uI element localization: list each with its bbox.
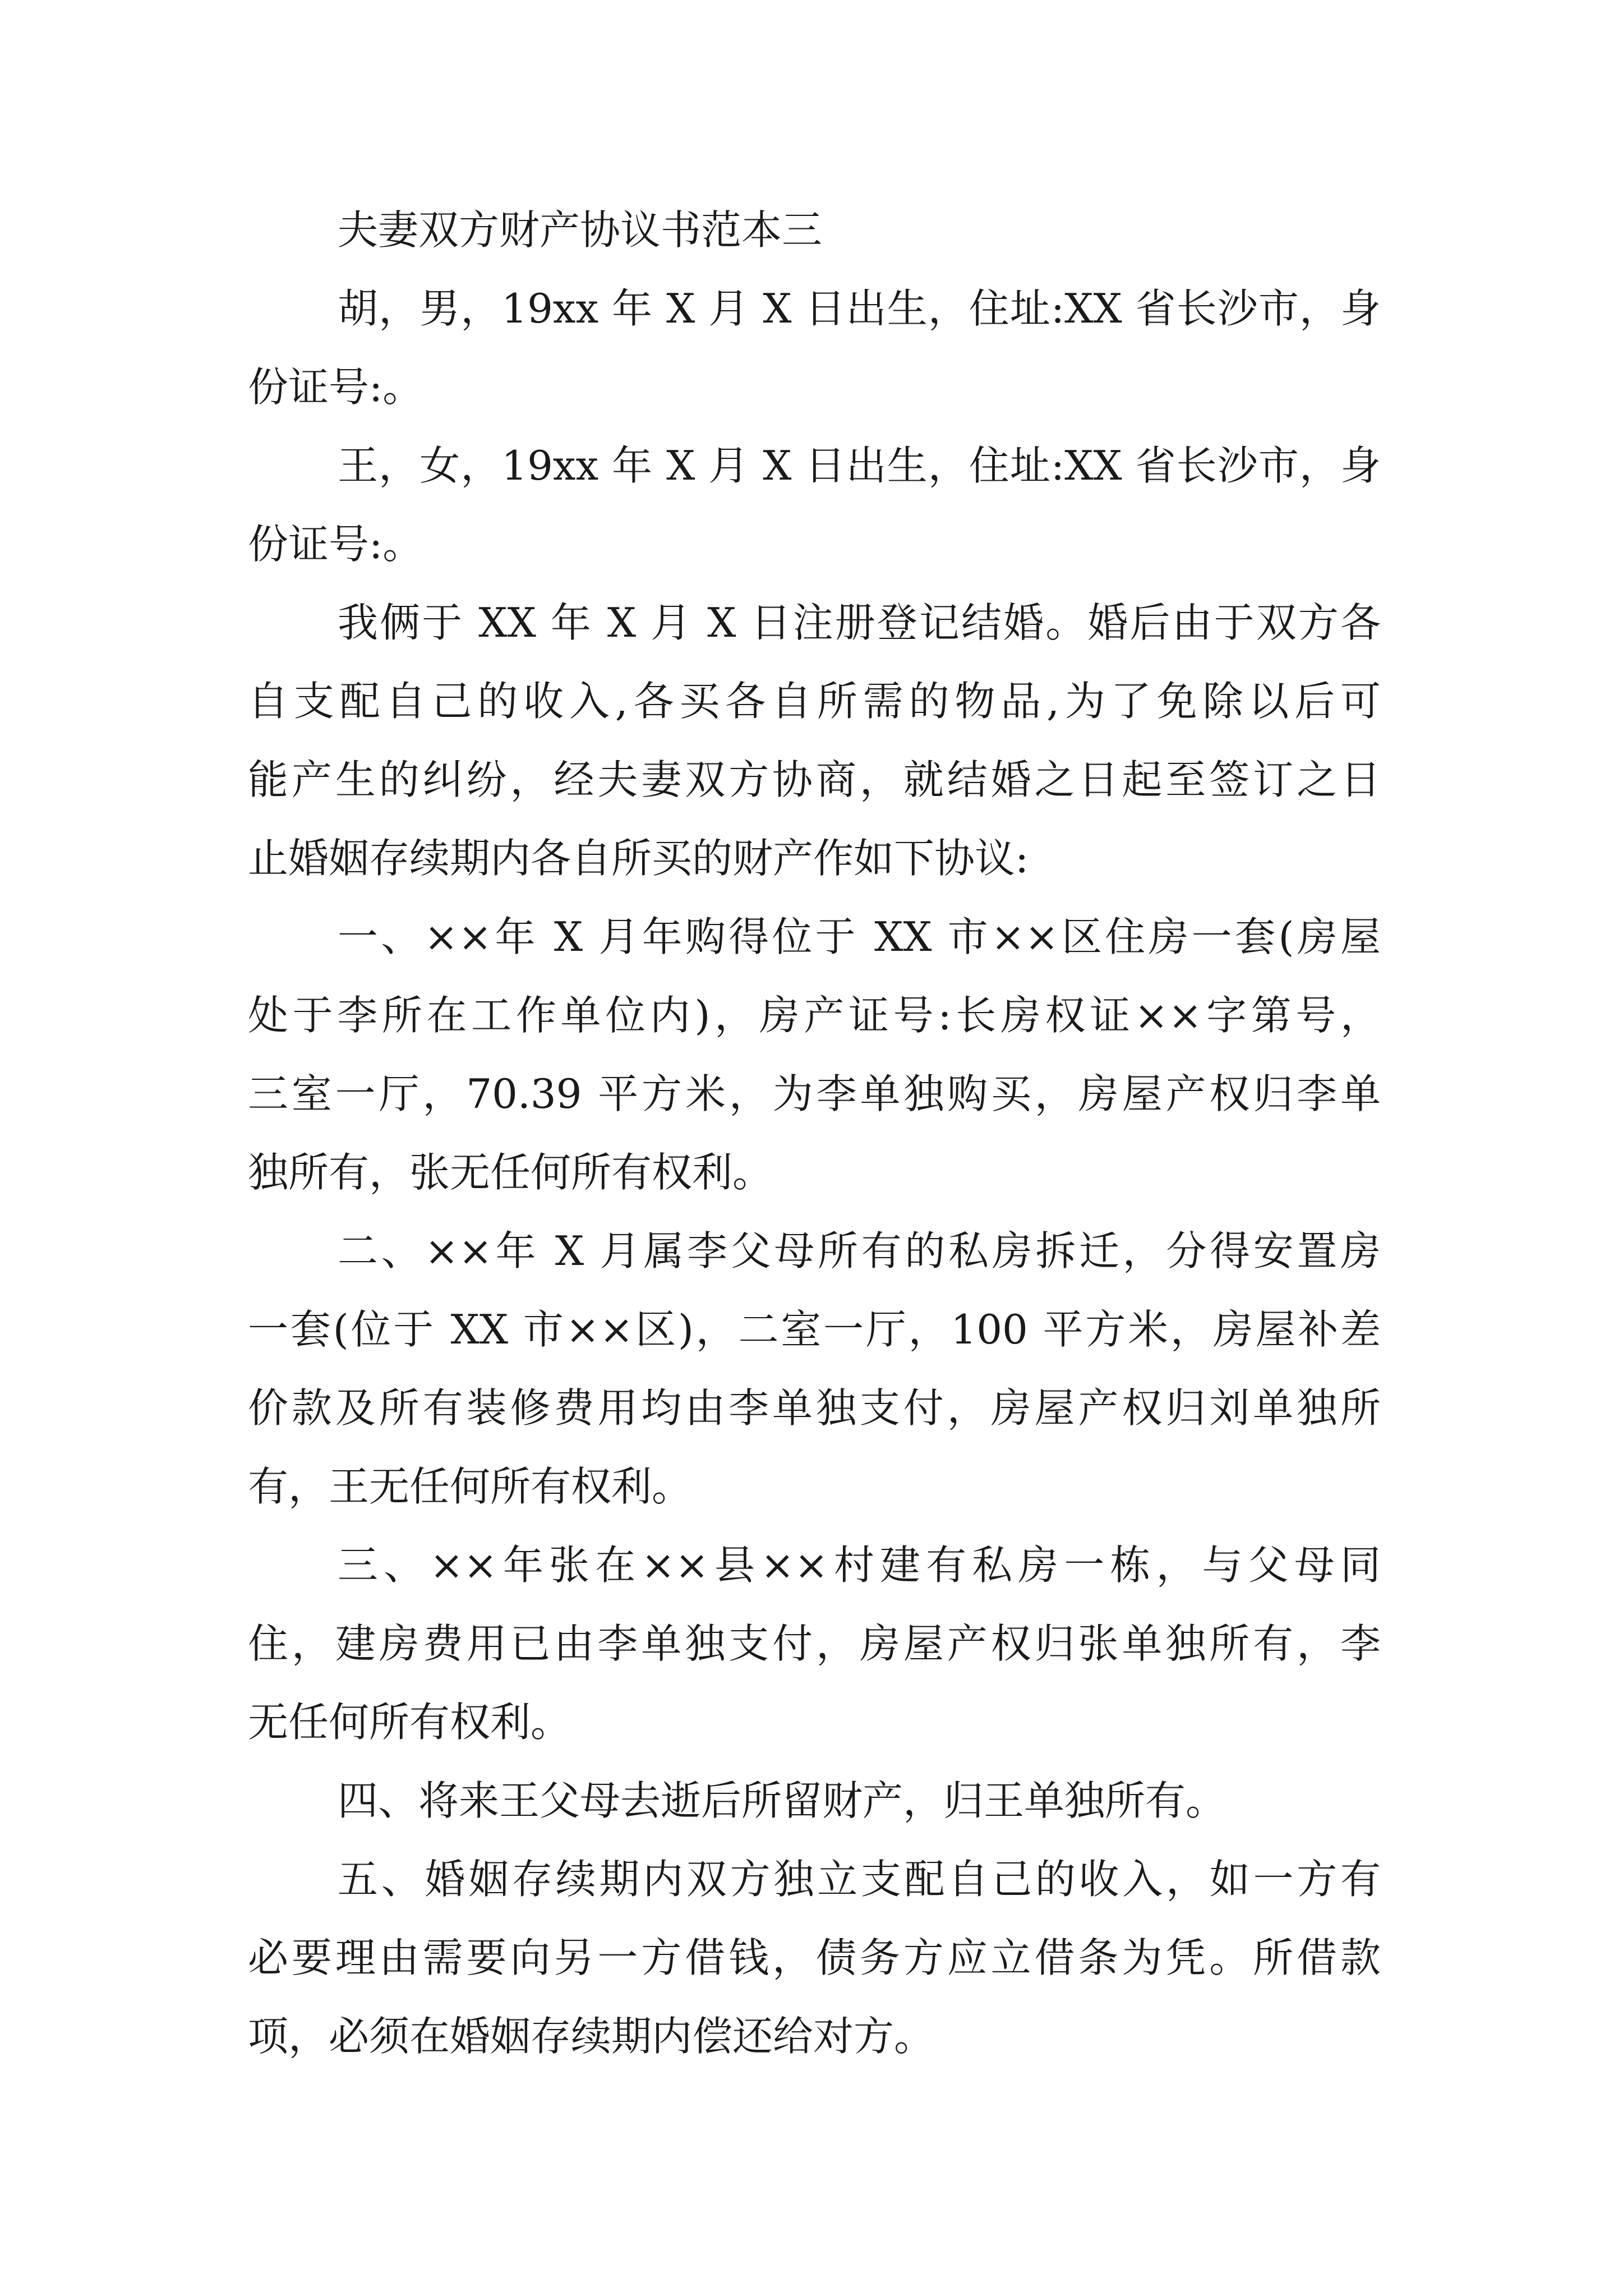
paragraph-line: 王，女，19xx 年 X 月 X 日出生，住址:XX 省长沙市，身: [338, 442, 1381, 489]
paragraph-line: 无任何所有权利。: [248, 1699, 571, 1746]
paragraph-line: 必要理由需要向另一方借钱，债务方应立借条为凭。所借款: [248, 1934, 1381, 1981]
paragraph-line: 能产生的纠纷，经夫妻双方协商，就结婚之日起至签订之日: [248, 756, 1381, 803]
paragraph-line: 处于李所在工作单位内)，房产证号:长房权证××字第号，: [248, 992, 1381, 1039]
paragraph-line: 项，必须在婚姻存续期内偿还给对方。: [248, 2013, 935, 2060]
document-title: 夫妻双方财产协议书范本三: [338, 206, 823, 254]
paragraph-line: 有，王无任何所有权利。: [248, 1463, 693, 1510]
paragraph-line: 三、××年张在××县××村建有私房一栋，与父母同: [338, 1542, 1381, 1589]
paragraph-line: 自支配自己的收入,各买各自所需的物品,为了免除以后可: [248, 678, 1381, 725]
paragraph-line: 一套(位于 XX 市××区)，二室一厅，100 平方米，房屋补差: [248, 1306, 1381, 1353]
paragraph-line: 我俩于 XX 年 X 月 X 日注册登记结婚。婚后由于双方各: [338, 599, 1381, 646]
paragraph-line: 价款及所有装修费用均由李单独支付，房屋产权归刘单独所: [248, 1384, 1381, 1432]
paragraph-line: 一、××年 X 月年购得位于 XX 市××区住房一套(房屋: [338, 913, 1381, 960]
paragraph-line: 胡，男，19xx 年 X 月 X 日出生，住址:XX 省长沙市，身: [338, 285, 1381, 332]
paragraph-line: 四、将来王父母去逝后所留财产，归王单独所有。: [338, 1777, 1227, 1824]
paragraph-line: 二、××年 X 月属李父母所有的私房拆迁，分得安置房: [338, 1227, 1381, 1274]
paragraph-line: 三室一厅，70.39 平方米，为李单独购买，房屋产权归李单: [248, 1070, 1381, 1117]
paragraph-line: 份证号:。: [248, 521, 423, 568]
paragraph-line: 份证号:。: [248, 364, 423, 411]
paragraph-line: 独所有，张无任何所有权利。: [248, 1149, 773, 1196]
paragraph-line: 住，建房费用已由李单独支付，房屋产权归张单独所有，李: [248, 1620, 1381, 1667]
paragraph-line: 止婚姻存续期内各自所买的财产作如下协议:: [248, 835, 1029, 882]
paragraph-line: 五、婚姻存续期内双方独立支配自己的收入，如一方有: [338, 1856, 1381, 1903]
